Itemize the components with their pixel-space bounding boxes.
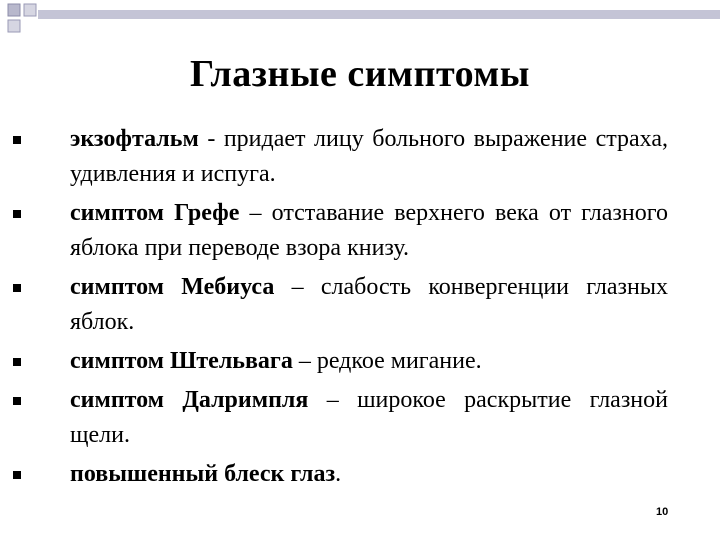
list-item: [70, 383, 668, 453]
square-bullet-icon: [13, 284, 21, 292]
list-item: [70, 457, 668, 492]
symptom-description: - придает лицу больного выражение страха, удивления и испуга.: [70, 126, 668, 187]
list-item: [70, 122, 668, 192]
list-item: [70, 344, 668, 379]
square-bullet-icon: [13, 397, 21, 405]
symptom-term: симптом Мебиуса: [70, 274, 275, 300]
symptom-description: – слабость конвергенции глазных яблок.: [70, 274, 669, 335]
symptom-term: симптом Грефе: [70, 200, 240, 226]
square-bullet-icon: [13, 210, 21, 218]
symptom-description: .: [335, 461, 342, 487]
symptom-description: – редкое мигание.: [292, 348, 482, 374]
list-item: [70, 196, 668, 266]
symptom-list: [0, 122, 720, 492]
slide-title: Глазные симптомы: [190, 53, 530, 95]
symptom-description: – широкое раскрытие глазной щели.: [70, 387, 668, 448]
symptom-description: – отставание верхнего века от глазного яблока при переводе взора книзу.: [70, 200, 669, 261]
square-bullet-icon: [13, 358, 21, 366]
page-number: 10: [656, 506, 669, 518]
square-bullet-icon: [13, 136, 21, 144]
symptom-term: повышенный блеск глаз: [70, 461, 336, 487]
square-bullet-icon: [13, 471, 21, 479]
list-item: [70, 270, 668, 340]
symptom-term: симптом Штельвага: [70, 348, 293, 374]
corner-decoration: [0, 0, 720, 40]
symptom-term: экзофтальм: [70, 126, 199, 152]
symptom-term: симптом Далримпля: [70, 387, 309, 413]
